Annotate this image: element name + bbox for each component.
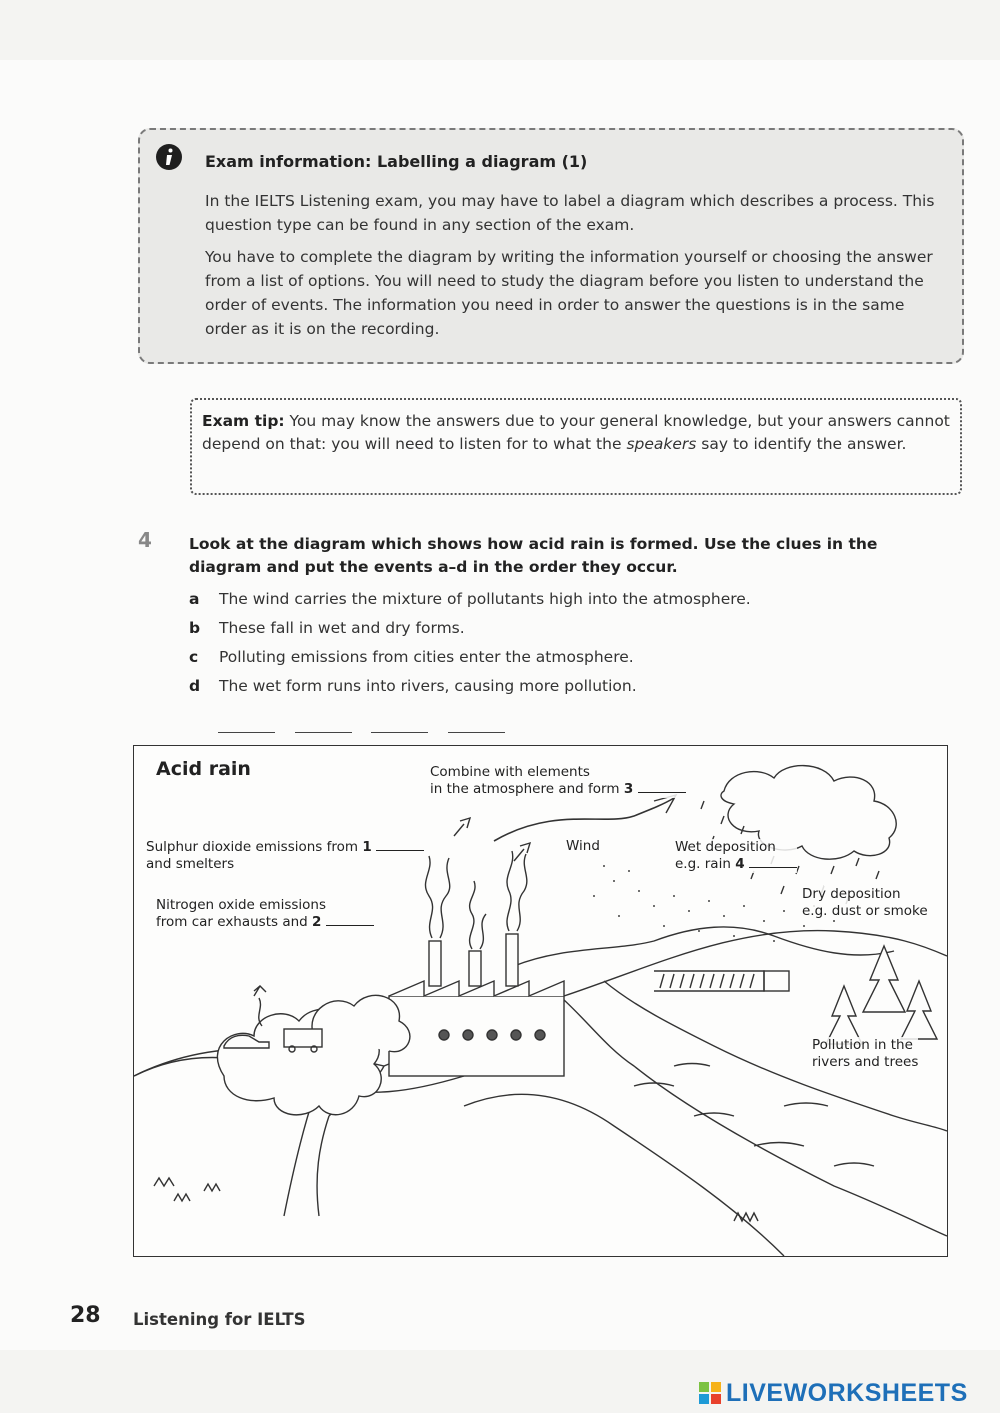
- label-dry-line-1: Dry deposition: [802, 886, 901, 902]
- exam-info-title: Exam information: Labelling a diagram (1): [205, 152, 588, 171]
- acid-rain-illustration: [134, 746, 947, 1256]
- exam-tip-body-1: You may know the answers due to your general knowledge, but your answers cannot depend on that: you will need to listen for to what the: [202, 412, 950, 453]
- option-text: Polluting emissions from cities enter the atmosphere.: [219, 648, 634, 666]
- exam-tip-text: [202, 410, 950, 456]
- book-title: Listening for IELTS: [133, 1310, 306, 1329]
- gap-number-1: 1: [362, 839, 372, 855]
- option-letter: b: [189, 619, 201, 637]
- label-wind: Wind: [566, 838, 600, 854]
- label-sulphur-line-2: and smelters: [146, 856, 235, 872]
- label-nitrogen: [156, 897, 374, 931]
- liveworksheets-wordmark: LIVEWORKSHEETS: [726, 1378, 968, 1407]
- label-pollution-line-1: Pollution in the: [812, 1037, 913, 1053]
- option-d: [189, 677, 637, 695]
- gap-blank-2[interactable]: [326, 915, 374, 926]
- label-dry-line-2: e.g. dust or smoke: [802, 903, 928, 919]
- option-b: [189, 619, 465, 637]
- option-letter: d: [189, 677, 201, 695]
- label-wet-line-1: Wet deposition: [675, 839, 776, 855]
- gap-number-2: 2: [312, 914, 322, 930]
- answer-blank-3[interactable]: [371, 732, 428, 733]
- gap-blank-1[interactable]: [376, 840, 424, 851]
- question-prompt: Look at the diagram which shows how acid rain is formed. Use the clues in the diagram and put the events a–d in the order they occur.: [189, 535, 878, 576]
- label-wet-line-2: e.g. rain 4: [675, 856, 797, 873]
- gap-blank-3[interactable]: [638, 782, 686, 793]
- question-number: 4: [138, 528, 152, 552]
- label-sulphur: [146, 839, 424, 873]
- label-combine-line-1: Combine with elements: [430, 764, 590, 780]
- label-nitrogen-line-2: from car exhausts and 2: [156, 914, 374, 931]
- label-nitrogen-line-1: Nitrogen oxide emissions: [156, 897, 327, 913]
- option-text: These fall in wet and dry forms.: [219, 619, 465, 637]
- answer-blank-1[interactable]: [218, 732, 275, 733]
- label-combine-line-2: in the atmosphere and form 3: [430, 781, 686, 798]
- exam-tip-label: Exam tip:: [202, 412, 285, 430]
- gap-number-3: 3: [623, 781, 634, 797]
- answer-blank-2[interactable]: [295, 732, 352, 733]
- exam-info-paragraph-1: In the IELTS Listening exam, you may have to label a diagram which describes a process. This question type can be found in any section of the exam.: [205, 192, 935, 234]
- option-letter: a: [189, 590, 200, 608]
- label-combine: [430, 764, 686, 798]
- acid-rain-diagram: [133, 745, 948, 1257]
- label-pollution-line-2: rivers and trees: [812, 1054, 919, 1070]
- gap-number-4: 4: [735, 856, 745, 872]
- option-a: [189, 590, 751, 608]
- label-sulphur-line-1: Sulphur dioxide emissions from 1: [146, 839, 424, 856]
- option-text: The wet form runs into rivers, causing more pollution.: [219, 677, 637, 695]
- page-number: 28: [70, 1303, 101, 1328]
- label-pollution: [812, 1037, 918, 1071]
- label-wet-deposition: [675, 839, 797, 873]
- exam-info-paragraph-2: You have to complete the diagram by writing the information yourself or choosing the answer from a list of options. You will need to study the diagram before you listen to understand the order of events. The information you need in order to answer the questions is in the same order as it is on the recording.: [205, 248, 933, 338]
- label-dry-deposition: [802, 886, 928, 920]
- liveworksheets-logo-icon: [698, 1381, 722, 1405]
- gap-blank-4[interactable]: [749, 857, 797, 868]
- answer-blank-4[interactable]: [448, 732, 505, 733]
- option-c: [189, 648, 634, 666]
- exam-tip-body-2: say to identify the answer.: [696, 435, 907, 453]
- info-icon: [155, 143, 183, 171]
- option-letter: c: [189, 648, 199, 666]
- option-text: The wind carries the mixture of pollutants high into the atmosphere.: [219, 590, 751, 608]
- exam-tip-emphasis: speakers: [626, 435, 697, 453]
- diagram-title: Acid rain: [156, 758, 251, 780]
- liveworksheets-brand[interactable]: [698, 1378, 968, 1408]
